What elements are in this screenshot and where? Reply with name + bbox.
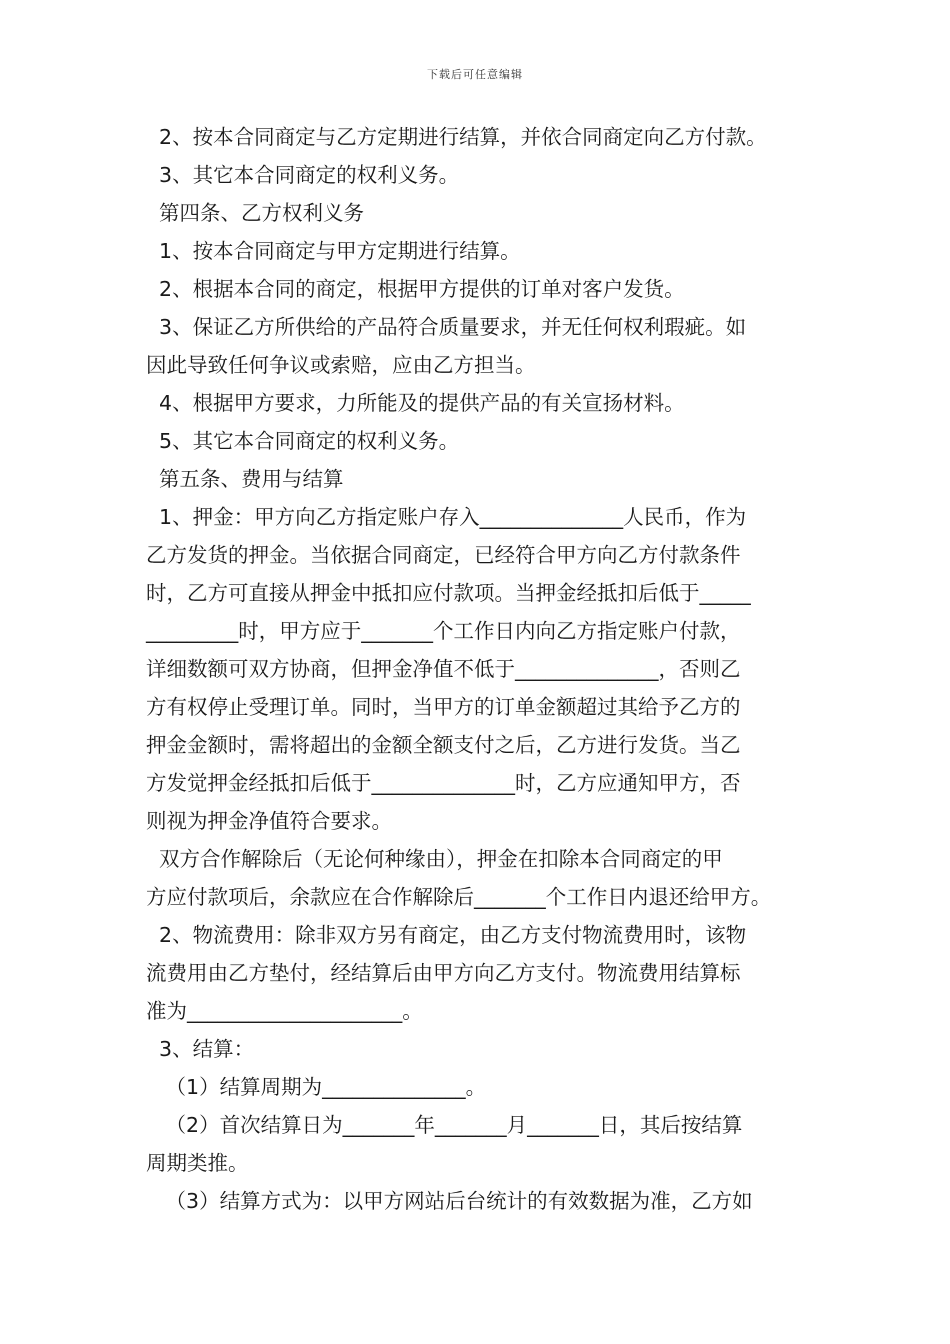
text-line: 则视为押金净值符合要求。 xyxy=(146,809,392,833)
text-line: 双方合作解除后（无论何种缘由），押金在扣除本合同商定的甲 xyxy=(146,847,723,871)
text-line: （3）结算方式为：以甲方网站后台统计的有效数据为准，乙方如 xyxy=(146,1189,753,1213)
text-line: 2、按本合同商定与乙方定期进行结算，并依合同商定向乙方付款。 xyxy=(146,125,767,149)
text-line: 5、其它本合同商定的权利义务。 xyxy=(146,429,460,453)
document-body xyxy=(146,118,826,1220)
page-header-note: 下载后可任意编辑 xyxy=(427,68,523,81)
text-line: 3、结算： xyxy=(146,1037,255,1061)
text-line: 周期类推。 xyxy=(146,1151,249,1175)
text-line: 1、按本合同商定与甲方定期进行结算。 xyxy=(146,239,521,263)
text-line: 方有权停止受理订单。同时，当甲方的订单金额超过其给予乙方的 xyxy=(146,695,741,719)
text-line: 押金金额时，需将超出的金额全额支付之后，乙方进行发货。当乙 xyxy=(146,733,741,757)
text-line: 方发觉押金经抵扣后低于______________时，乙方应通知甲方，否 xyxy=(146,771,741,795)
text-line: 4、根据甲方要求，力所能及的提供产品的有关宣扬材料。 xyxy=(146,391,685,415)
text-line: 2、根据本合同的商定，根据甲方提供的订单对客户发货。 xyxy=(146,277,685,301)
text-line: 1、押金：甲方向乙方指定账户存入______________人民币，作为 xyxy=(146,505,747,529)
text-line: 时，乙方可直接从押金中抵扣应付款项。当押金经抵扣后低于_____ xyxy=(146,581,751,605)
text-line: _________时，甲方应于_______个工作日内向乙方指定账户付款， xyxy=(146,619,741,643)
text-line: （2）首次结算日为_______年_______月_______日，其后按结算 xyxy=(146,1113,743,1137)
text-line: 因此导致任何争议或索赔，应由乙方担当。 xyxy=(146,353,536,377)
text-line: 方应付款项后，余款应在合作解除后_______个工作日内退还给甲方。 xyxy=(146,885,772,909)
text-line: 2、物流费用：除非双方另有商定，由乙方支付物流费用时，该物 xyxy=(146,923,747,947)
text-line: 乙方发货的押金。当依据合同商定，已经符合甲方向乙方付款条件 xyxy=(146,543,741,567)
text-line: （1）结算周期为______________。 xyxy=(146,1075,487,1099)
text-line: 流费用由乙方垫付，经结算后由甲方向乙方支付。物流费用结算标 xyxy=(146,961,741,985)
text-line: 3、其它本合同商定的权利义务。 xyxy=(146,163,460,187)
text-line: 详细数额可双方协商，但押金净值不低于______________，否则乙 xyxy=(146,657,741,681)
section-heading: 第四条、乙方权利义务 xyxy=(146,201,365,225)
text-line: 3、保证乙方所供给的产品符合质量要求，并无任何权利瑕疵。如 xyxy=(146,315,747,339)
section-heading: 第五条、费用与结算 xyxy=(146,467,344,491)
text-line: 准为_____________________。 xyxy=(146,999,423,1023)
